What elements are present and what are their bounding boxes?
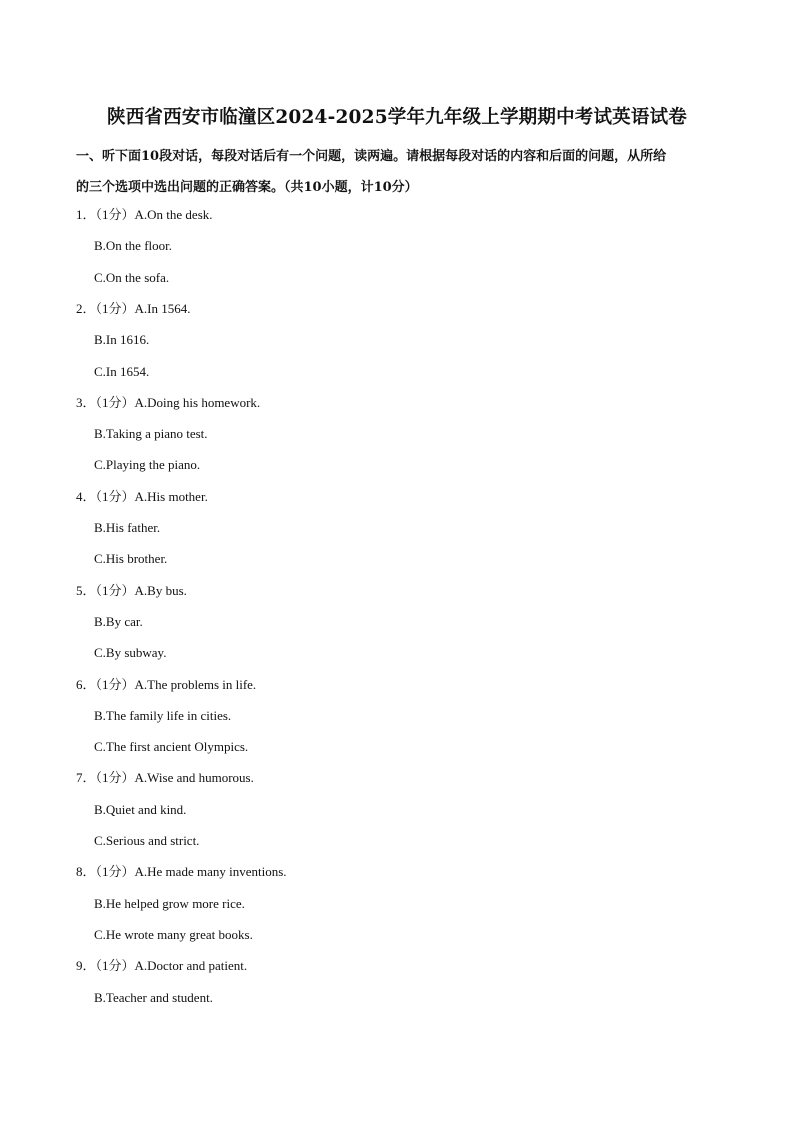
question-stem [76,207,213,223]
question-option [94,270,169,286]
option-text: B.He helped grow more rice. [94,895,245,911]
question-number: 6．（1分） [76,676,135,692]
exam-title: 陕西省西安市临潼区2024-2025学年九年级上学期期中考试英语试卷 [107,107,687,128]
option-text: A.In 1564. [134,300,191,316]
instruction-line-1: 一、听下面10段对话，每段对话后有一个问题，读两遍。请根据每段对话的内容和后面的问题，从所给 [76,149,667,164]
option-text: C.His brother. [94,551,168,567]
option-text: A.By bus. [134,582,187,598]
instruction-line-2: 的三个选项中选出问题的正确答案。（共10小题，计10分） [76,180,418,195]
question-stem [76,301,190,317]
option-text: B.By car. [94,613,143,629]
question-number: 9．（1分） [76,958,135,974]
question-stem [76,489,208,505]
option-text: C.Serious and strict. [94,833,200,848]
option-text: A.Doing his homework. [134,394,261,410]
question-number: 5．（1分） [76,582,135,598]
option-text: A.His mother. [134,488,208,504]
option-text: B.On the floor. [94,238,172,254]
option-text: A.Doctor and patient. [134,958,248,974]
question-option [94,551,167,567]
option-text: C.He wrote many great books. [94,926,253,942]
question-number: 1．（1分） [76,207,135,222]
question-option [94,927,253,943]
question-option [94,238,172,254]
question-stem [76,958,247,974]
question-option [94,364,149,380]
question-option [94,614,143,630]
option-text: A.On the desk. [134,207,213,222]
option-text: C.On the sofa. [94,269,170,285]
question-number: 8．（1分） [76,864,135,880]
option-text: B.The family life in cities. [94,707,232,723]
question-number: 3．（1分） [76,394,135,410]
question-option [94,802,186,818]
question-option [94,708,231,724]
question-stem [76,395,260,411]
question-option [94,426,208,442]
question-option [94,833,199,849]
option-text: C.The first ancient Olympics. [94,739,249,755]
option-text: B.In 1616. [94,332,150,348]
option-text: A.Wise and humorous. [134,770,254,786]
option-text: B.His father. [94,520,161,535]
option-text: A.The problems in life. [134,676,257,692]
option-text: B.Quiet and kind. [94,801,187,817]
question-option [94,645,166,661]
question-option [94,739,248,755]
question-stem [76,677,256,693]
question-option [94,990,213,1006]
question-option [94,896,245,912]
option-text: A.He made many inventions. [134,864,287,880]
question-stem [76,864,287,880]
option-text: C.By subway. [94,645,167,661]
question-option [94,457,200,473]
question-number: 2．（1分） [76,300,135,316]
question-option [94,332,149,348]
question-stem [76,583,187,599]
question-number: 7．（1分） [76,770,135,786]
option-text: B.Taking a piano test. [94,426,208,442]
option-text: B.Teacher and student. [94,989,213,1005]
question-stem [76,770,254,786]
option-text: C.In 1654. [94,363,150,379]
option-text: C.Playing the piano. [94,457,201,473]
question-number: 4．（1分） [76,488,135,504]
question-option [94,520,160,536]
